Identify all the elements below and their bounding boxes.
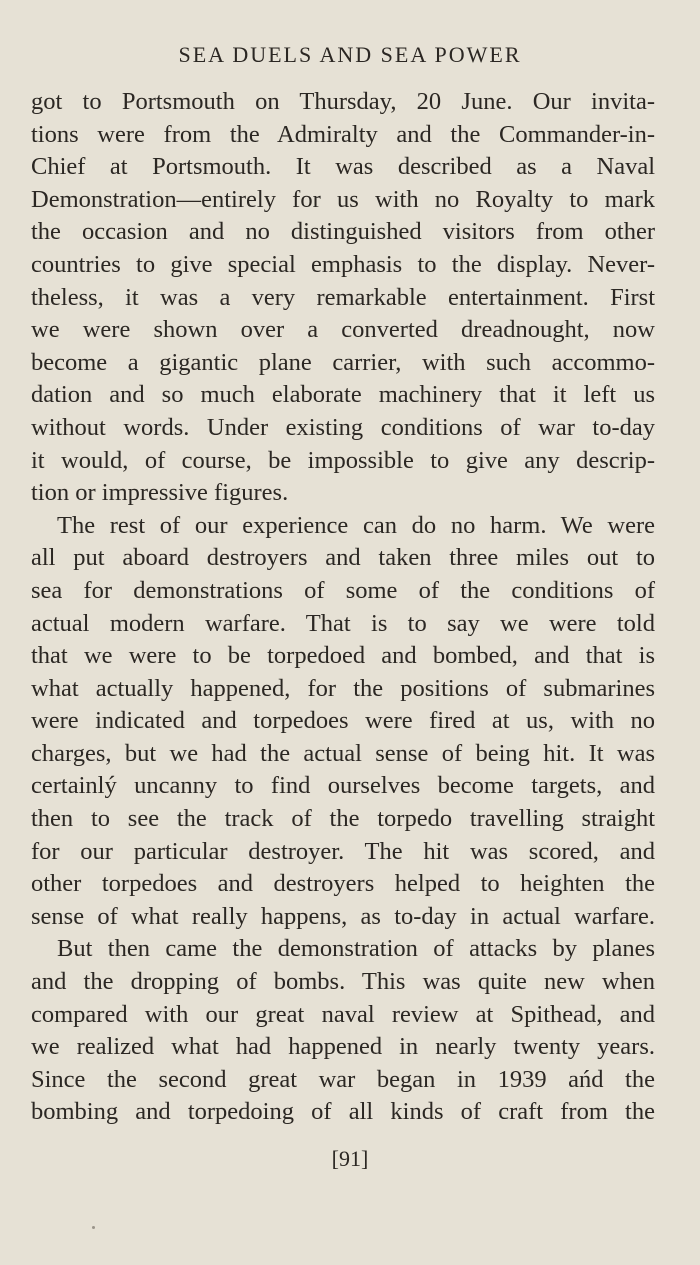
text-line: and the dropping of bombs. This was quite new when xyxy=(31,968,655,996)
text-line: tion or impressive figures. xyxy=(31,479,289,507)
text-line: sense of what really happens, as to-day in actual warfare. xyxy=(31,902,655,930)
text-line: it would, of course, be impossible to give any descrip- xyxy=(31,446,655,474)
text-line: were indicated and torpedoes were fired at us, with no xyxy=(31,707,655,735)
text-line: that we were to be torpedoed and bombed, and that is xyxy=(31,642,655,670)
body-text xyxy=(31,86,655,1129)
text-line: what actually happened, for the positions of submarines xyxy=(31,674,655,702)
text-line: got to Portsmouth on Thursday, 20 June. Our invita- xyxy=(31,88,655,115)
text-line: we were shown over a converted dreadnought, now xyxy=(31,316,655,344)
text-line: But then came the demonstration of attacks by planes xyxy=(57,935,655,963)
text-line: tions were from the Admiralty and the Commander-in- xyxy=(31,120,655,148)
text-line: countries to give special emphasis to the display. Never- xyxy=(31,250,655,278)
text-line: all put aboard destroyers and taken three miles out to xyxy=(31,544,655,572)
text-line: theless, it was a very remarkable entertainment. First xyxy=(31,283,655,311)
text-line: without words. Under existing conditions of war to-day xyxy=(31,413,655,441)
text-line: Demonstration—entirely for us with no Royalty to mark xyxy=(31,185,655,213)
text-line: the occasion and no distinguished visitors from other xyxy=(31,218,655,246)
text-line: charges, but we had the actual sense of being hit. It was xyxy=(31,739,655,767)
text-line: we realized what had happened in nearly twenty years. xyxy=(31,1033,655,1061)
text-line: dation and so much elaborate machinery that it left us xyxy=(31,381,655,409)
text-line: The rest of our experience can do no harm. We were xyxy=(57,511,655,539)
text-line: for our particular destroyer. The hit was scored, and xyxy=(31,837,655,865)
text-line: certainlý uncanny to find ourselves become targets, and xyxy=(31,772,655,800)
text-line: bombing and torpedoing of all kinds of craft from the xyxy=(31,1098,655,1126)
text-line: actual modern warfare. That is to say we were told xyxy=(31,609,655,637)
running-head: SEA DUELS AND SEA POWER xyxy=(178,42,522,67)
page-number: [91] xyxy=(331,1146,369,1171)
text-line: sea for demonstrations of some of the conditions of xyxy=(31,576,655,604)
text-line: compared with our great naval review at Spithead, and xyxy=(31,1000,655,1028)
text-line: other torpedoes and destroyers helped to heighten the xyxy=(31,870,655,898)
text-line: then to see the track of the torpedo travelling straight xyxy=(31,805,655,833)
text-line: become a gigantic plane carrier, with such accommo- xyxy=(31,348,655,376)
text-line: Chief at Portsmouth. It was described as a Naval xyxy=(31,153,655,181)
text-line: Since the second great war began in 1939 ańd the xyxy=(31,1065,655,1093)
paper-speck xyxy=(92,1226,95,1229)
